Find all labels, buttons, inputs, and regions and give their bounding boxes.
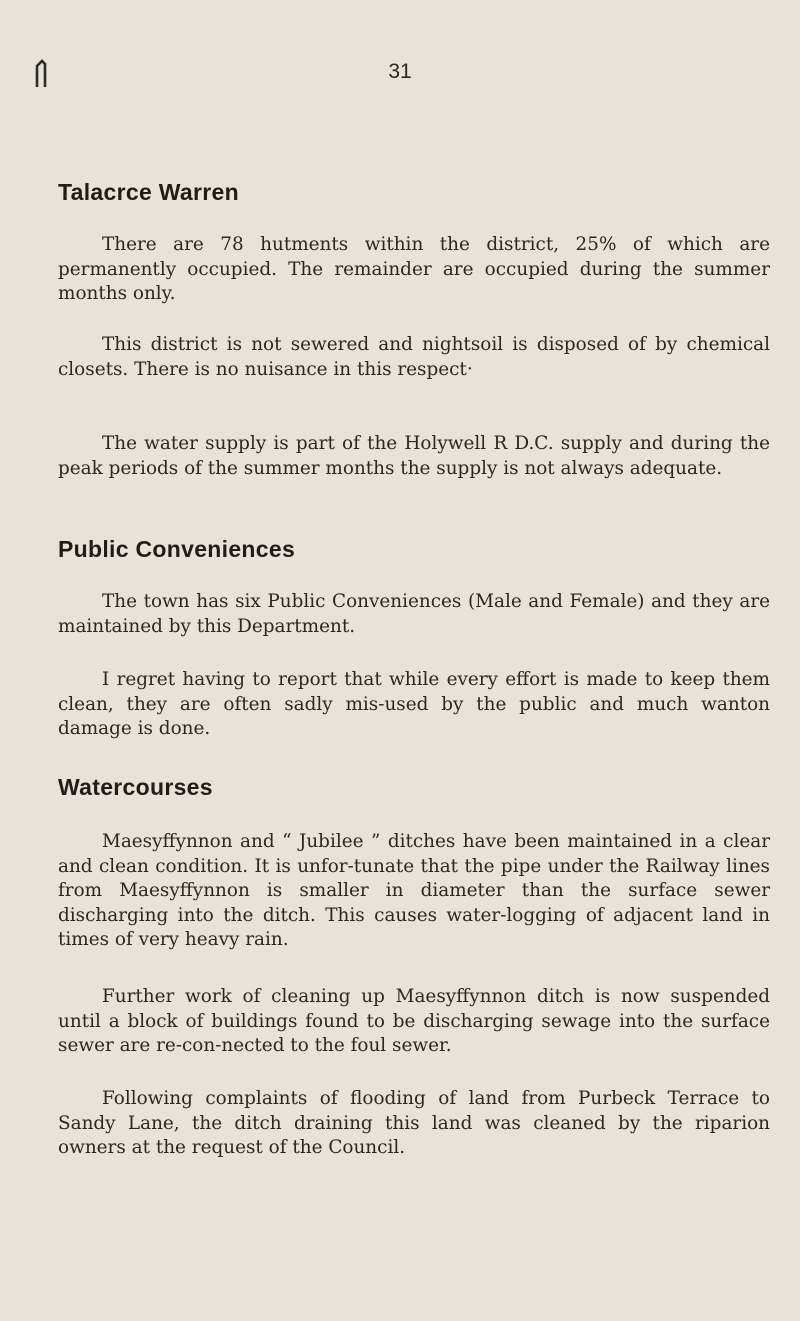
paragraph-flooding-complaints: Following complaints of flooding of land from Purbeck Terrace to Sandy Lane, the ditch draining this land was cleaned by the riparion owners at the request of the Council. [58, 1088, 770, 1158]
paragraph-hutments: There are 78 hutments within the district, 25% of which are permanently occupied. The remainder are occupied during the summer months only. [58, 234, 770, 304]
section-heading-talacrce-warren: Talacrce Warren [58, 179, 239, 205]
paragraph-sewerage: This district is not sewered and nightsoil is disposed of by chemical closets. There is no nuisance in this respect· [58, 334, 770, 380]
page-number: 31 [388, 60, 412, 83]
section-heading-watercourses: Watercourses [58, 774, 213, 800]
paragraph-conveniences-misuse: I regret having to report that while every effort is made to keep them clean, they are often sadly mis-used by the public and much wanton damage is done. [58, 669, 770, 739]
section-heading-public-conveniences: Public Conveniences [58, 536, 296, 562]
paragraph-conveniences-count: The town has six Public Conveniences (Male and Female) and they are maintained by this Department. [58, 591, 770, 637]
paragraph-ditches: Maesyffynnon and “ Jubilee ” ditches have been maintained in a clear and clean condition. It is unfor-tunate that the pipe under the Railway lines from Maesyffynnon is smaller in diameter than the surface sewer discharging into the ditch. This causes water-logging of adjacent land in times of very heavy rain. [58, 831, 770, 950]
paragraph-cleaning-suspended: Further work of cleaning up Maesyffynnon ditch is now suspended until a block of buildings found to be discharging sewage into the surface sewer are re-con-nected to the foul sewer. [58, 986, 770, 1056]
paragraph-water-supply: The water supply is part of the Holywell R D.C. supply and during the peak periods of the summer months the supply is not always adequate. [58, 433, 770, 479]
